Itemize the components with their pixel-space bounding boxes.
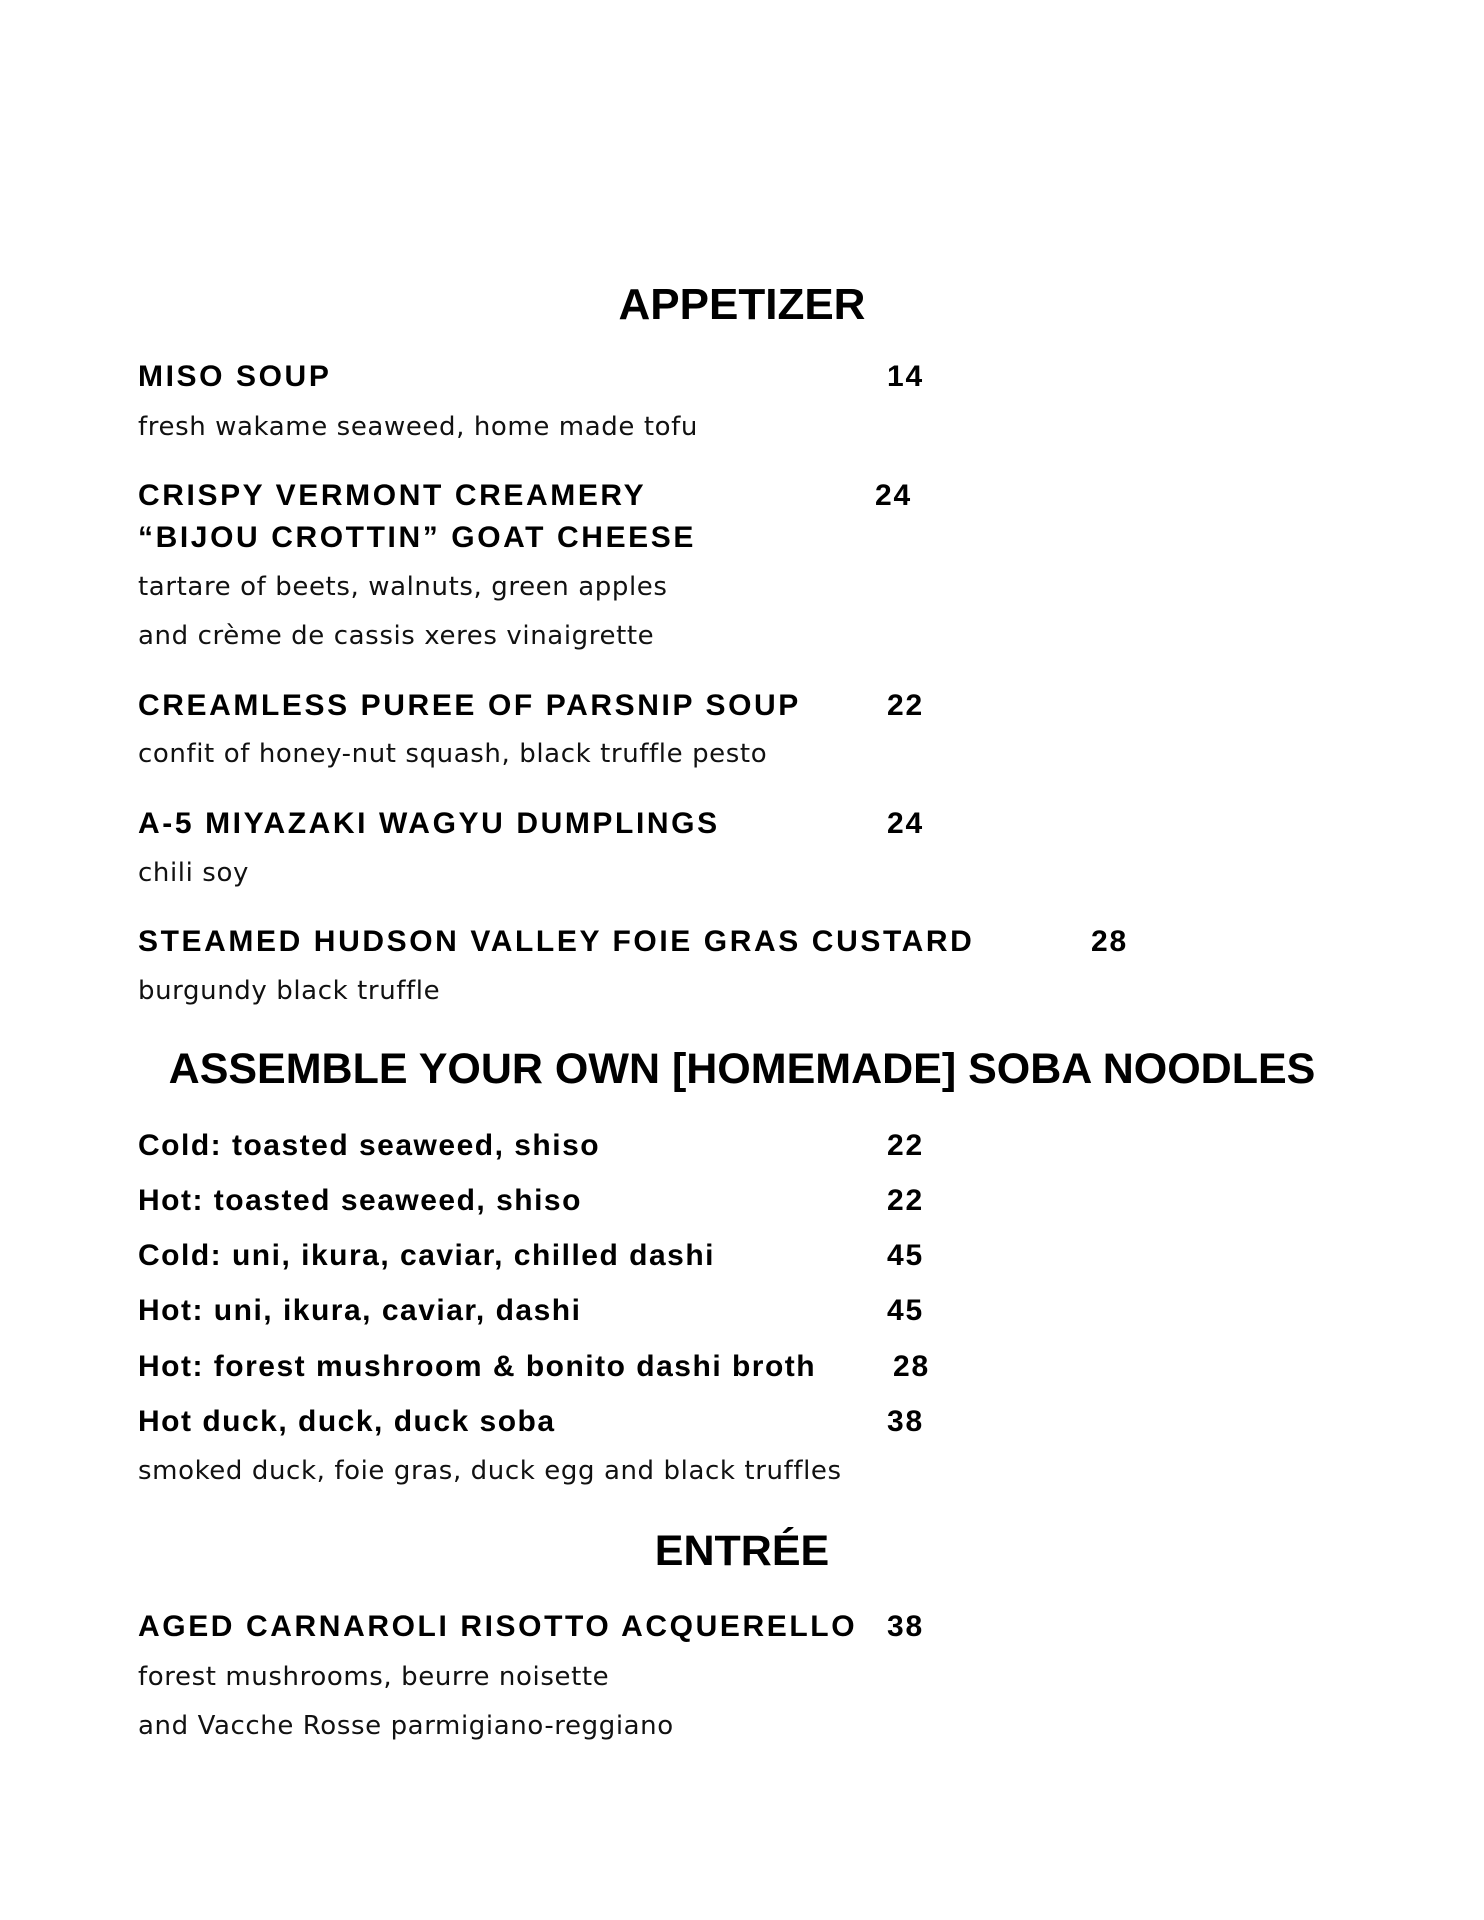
menu-item-name: MISO SOUP [138, 360, 332, 393]
menu-item-description: fresh wakame seaweed, home made tofu [138, 412, 698, 442]
menu-item-description: smoked duck, foie gras, duck egg and black truffles [138, 1456, 842, 1486]
section-title-appetizer: APPETIZER [618, 280, 866, 329]
menu-item-name: A-5 MIYAZAKI WAGYU DUMPLINGS [138, 807, 720, 840]
menu-item-name: Hot: toasted seaweed, shiso [138, 1184, 582, 1217]
menu-item-price: 28 [893, 1350, 930, 1383]
section-title-entree: ENTRÉE [654, 1527, 830, 1575]
menu-item-description: confit of honey-nut squash, black truffle pesto [138, 739, 768, 769]
menu-item-name: STEAMED HUDSON VALLEY FOIE GRAS CUSTARD [138, 925, 975, 958]
menu-item-name: AGED CARNAROLI RISOTTO ACQUERELLO [138, 1610, 858, 1643]
menu-item-name: Hot: forest mushroom & bonito dashi broth [138, 1350, 817, 1383]
menu-item-price: 38 [887, 1405, 924, 1438]
menu-item-description: tartare of beets, walnuts, green apples [138, 572, 668, 602]
menu-item-price: 28 [1091, 925, 1128, 958]
menu-item-name: Hot: uni, ikura, caviar, dashi [138, 1294, 582, 1327]
menu-item-description: burgundy black truffle [138, 976, 441, 1006]
menu-item-price: 22 [887, 1184, 924, 1217]
section-title-soba: ASSEMBLE YOUR OWN [HOMEMADE] SOBA NOODLES [168, 1045, 1316, 1093]
menu-item-name: “BIJOU CROTTIN” GOAT CHEESE [138, 521, 697, 554]
menu-item-price: 14 [887, 360, 924, 393]
menu-item-price: 24 [887, 807, 924, 840]
menu-item-name: CREAMLESS PUREE OF PARSNIP SOUP [138, 689, 801, 722]
menu-item-price: 45 [887, 1294, 924, 1327]
menu-item-description: and Vacche Rosse parmigiano-reggiano [138, 1711, 674, 1741]
menu-item-name: CRISPY VERMONT CREAMERY [138, 479, 647, 512]
menu-item-name: Cold: uni, ikura, caviar, chilled dashi [138, 1239, 715, 1272]
menu-item-name: Cold: toasted seaweed, shiso [138, 1129, 601, 1162]
menu-item-price: 22 [887, 1129, 924, 1162]
menu-item-description: forest mushrooms, beurre noisette [138, 1662, 610, 1692]
menu-item-price: 24 [875, 479, 912, 512]
menu-item-price: 38 [887, 1610, 924, 1643]
menu-item-description: and crème de cassis xeres vinaigrette [138, 621, 655, 651]
menu-item-description: chili soy [138, 858, 249, 888]
menu-item-name: Hot duck, duck, duck soba [138, 1405, 556, 1438]
menu-item-price: 45 [887, 1239, 924, 1272]
menu-item-price: 22 [887, 689, 924, 722]
